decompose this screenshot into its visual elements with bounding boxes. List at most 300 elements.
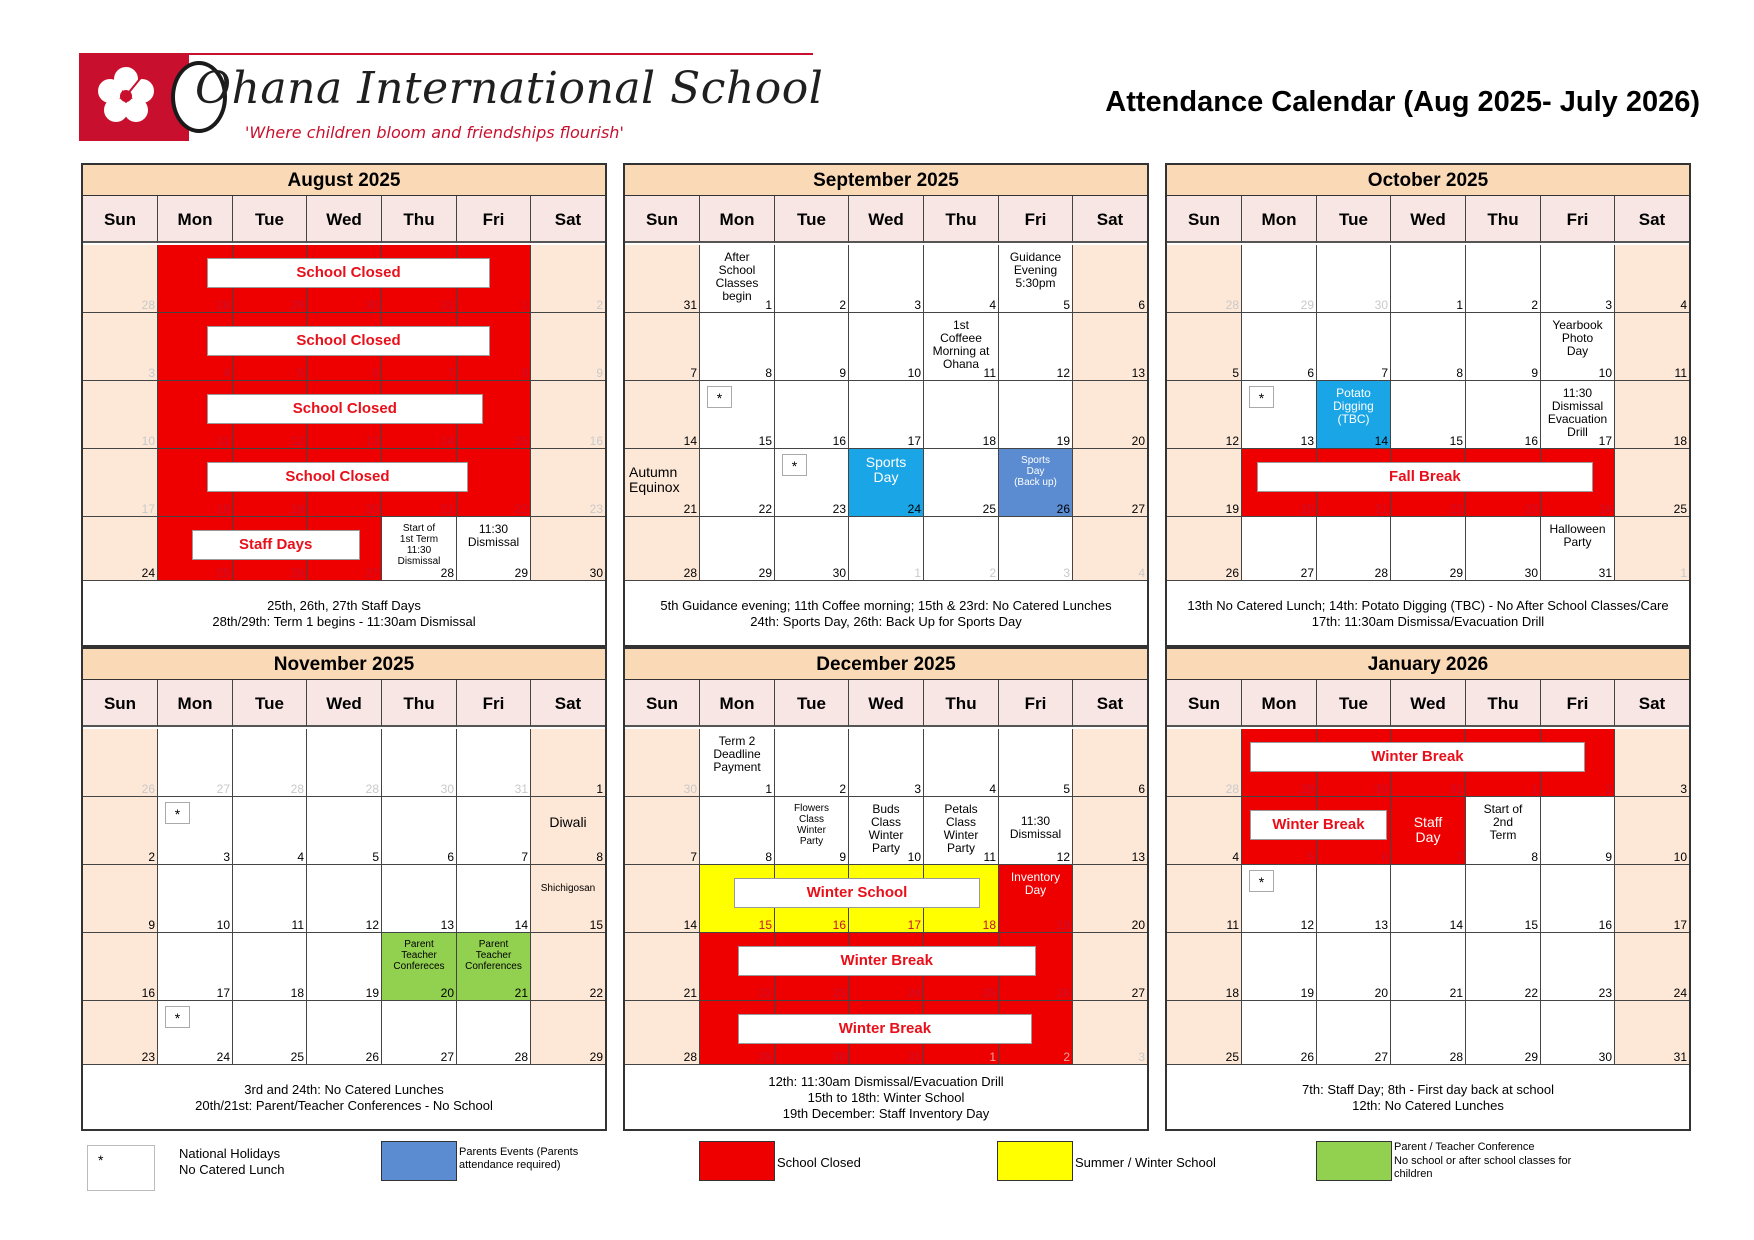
- day-cell[interactable]: [1391, 245, 1466, 313]
- day-cell[interactable]: [1073, 449, 1147, 517]
- day-cell[interactable]: [531, 729, 605, 797]
- day-number: 1: [989, 1050, 996, 1064]
- day-cell[interactable]: [1615, 865, 1689, 933]
- day-number: 10: [1598, 366, 1612, 380]
- day-cell[interactable]: [1317, 313, 1391, 381]
- day-cell[interactable]: [1073, 1001, 1147, 1065]
- day-number: 5: [297, 366, 304, 380]
- day-number: 4: [1680, 298, 1687, 312]
- day-cell[interactable]: [1615, 933, 1689, 1001]
- day-cell[interactable]: [700, 313, 775, 381]
- day-cell[interactable]: [1317, 933, 1391, 1001]
- day-cell[interactable]: [83, 729, 158, 797]
- day-cell[interactable]: [1167, 933, 1242, 1001]
- day-cell[interactable]: [1615, 245, 1689, 313]
- legend-no-catered: No Catered Lunch: [179, 1162, 285, 1177]
- day-number: 30: [440, 782, 454, 796]
- day-event: Potato Digging (TBC): [1333, 386, 1374, 426]
- weekday-header: Wed: [849, 680, 924, 727]
- day-cell[interactable]: [307, 865, 382, 933]
- weekday-header: Sat: [531, 680, 605, 727]
- day-number: 20: [1374, 986, 1388, 1000]
- day-number: 28: [1449, 1050, 1463, 1064]
- day-number: 6: [1381, 850, 1388, 864]
- day-cell[interactable]: [1615, 1001, 1689, 1065]
- day-cell[interactable]: [531, 313, 605, 381]
- period-banner: Winter Break: [1250, 742, 1586, 772]
- day-cell[interactable]: [999, 449, 1073, 517]
- period-banner: Winter Break: [738, 946, 1037, 976]
- day-number: 11: [1226, 918, 1239, 932]
- day-cell[interactable]: [83, 865, 158, 933]
- day-cell[interactable]: [1466, 865, 1541, 933]
- day-number: 22: [758, 986, 772, 1000]
- day-cell[interactable]: [83, 381, 158, 449]
- day-cell[interactable]: [775, 729, 849, 797]
- day-event: Guidance Evening 5:30pm: [1009, 250, 1062, 290]
- day-number: 30: [683, 782, 697, 796]
- day-cell[interactable]: [1317, 1001, 1391, 1065]
- day-number: 26: [1056, 986, 1070, 1000]
- month-notes: [83, 1067, 605, 1129]
- day-cell[interactable]: [1541, 381, 1615, 449]
- day-cell[interactable]: [1167, 517, 1242, 581]
- day-number: 15: [1449, 434, 1463, 448]
- month-title: September 2025: [625, 165, 1147, 196]
- day-number: 29: [589, 1050, 603, 1064]
- day-number: 24: [141, 566, 155, 580]
- day-cell[interactable]: [1073, 245, 1147, 313]
- day-cell[interactable]: [457, 517, 531, 581]
- day-cell[interactable]: [1073, 381, 1147, 449]
- weekday-header: Sun: [1167, 680, 1242, 727]
- day-cell[interactable]: [700, 729, 775, 797]
- day-number: 15: [589, 918, 603, 932]
- day-number: 17: [1598, 434, 1612, 448]
- day-cell[interactable]: [233, 797, 307, 865]
- day-number: 28: [290, 782, 304, 796]
- day-event: Petals Class Winter Party: [943, 802, 979, 855]
- weekday-header: Thu: [924, 196, 999, 243]
- day-cell[interactable]: [849, 729, 924, 797]
- day-cell[interactable]: [1615, 797, 1689, 865]
- day-cell[interactable]: [1541, 865, 1615, 933]
- day-cell[interactable]: [1167, 313, 1242, 381]
- day-cell[interactable]: [924, 797, 999, 865]
- day-number: 27: [1300, 566, 1314, 580]
- day-cell[interactable]: [307, 729, 382, 797]
- month-title: October 2025: [1167, 165, 1689, 196]
- day-cell[interactable]: [999, 729, 1073, 797]
- day-number: 4: [1138, 566, 1145, 580]
- day-cell[interactable]: [625, 797, 700, 865]
- day-cell[interactable]: [1541, 1001, 1615, 1065]
- day-cell[interactable]: [775, 245, 849, 313]
- day-cell[interactable]: [307, 933, 382, 1001]
- day-cell[interactable]: [999, 245, 1073, 313]
- day-cell[interactable]: [1391, 313, 1466, 381]
- day-number: 30: [1374, 298, 1388, 312]
- day-cell[interactable]: [775, 797, 849, 865]
- day-number: 9: [839, 366, 846, 380]
- day-cell[interactable]: [924, 245, 999, 313]
- day-event: Shichigosan: [540, 883, 596, 894]
- day-cell[interactable]: [158, 933, 233, 1001]
- day-number: 7: [1381, 366, 1388, 380]
- day-cell[interactable]: [1391, 933, 1466, 1001]
- day-cell[interactable]: [307, 797, 382, 865]
- day-number: 16: [832, 434, 846, 448]
- school-name: Ohana International School: [195, 63, 824, 114]
- day-event: Start of 2nd Term: [1483, 802, 1523, 842]
- day-cell[interactable]: [233, 865, 307, 933]
- day-cell[interactable]: [1073, 729, 1147, 797]
- day-number: 14: [683, 434, 697, 448]
- day-number: 3: [914, 782, 921, 796]
- day-number: 14: [440, 434, 454, 448]
- day-number: 27: [440, 1050, 454, 1064]
- day-cell[interactable]: [700, 245, 775, 313]
- day-number: 19: [1300, 986, 1314, 1000]
- legend-parents-events-swatch: [381, 1141, 457, 1181]
- day-cell[interactable]: [924, 313, 999, 381]
- day-number: 21: [1374, 502, 1388, 516]
- day-number: 13: [1131, 850, 1145, 864]
- day-cell[interactable]: [158, 865, 233, 933]
- day-event: Flowers Class Winter Party: [793, 803, 829, 847]
- weekday-header: Thu: [382, 196, 457, 243]
- day-cell[interactable]: [999, 313, 1073, 381]
- day-cell[interactable]: [158, 729, 233, 797]
- day-cell[interactable]: [457, 1001, 531, 1065]
- day-number: 26: [1225, 566, 1239, 580]
- no-catered-star: *: [782, 454, 807, 476]
- day-number: 31: [683, 298, 697, 312]
- day-cell[interactable]: [1541, 245, 1615, 313]
- day-cell[interactable]: [1242, 313, 1317, 381]
- month-note-line: 24th: Sports Day, 26th: Back Up for Sports Day: [750, 614, 1022, 629]
- day-cell[interactable]: [625, 245, 700, 313]
- period-banner: Winter School: [734, 878, 981, 908]
- day-cell[interactable]: [849, 313, 924, 381]
- day-number: 9: [1531, 366, 1538, 380]
- day-cell[interactable]: [999, 797, 1073, 865]
- day-number: 29: [1524, 1050, 1538, 1064]
- day-number: 19: [1056, 434, 1070, 448]
- day-cell[interactable]: [999, 517, 1073, 581]
- day-cell[interactable]: [625, 1001, 700, 1065]
- day-cell[interactable]: [625, 933, 700, 1001]
- day-cell[interactable]: [531, 865, 605, 933]
- day-number: 2: [839, 298, 846, 312]
- day-cell[interactable]: [382, 797, 457, 865]
- day-number: 16: [589, 434, 603, 448]
- day-number: 18: [1225, 986, 1239, 1000]
- day-number: 16: [832, 918, 846, 932]
- day-cell[interactable]: [700, 517, 775, 581]
- month-panel: [1165, 647, 1691, 1131]
- day-cell[interactable]: [625, 381, 700, 449]
- day-cell[interactable]: [83, 1001, 158, 1065]
- day-cell[interactable]: [1466, 313, 1541, 381]
- day-cell[interactable]: [382, 933, 457, 1001]
- day-cell[interactable]: [1466, 245, 1541, 313]
- day-cell[interactable]: [1317, 381, 1391, 449]
- weekday-header: Fri: [457, 680, 531, 727]
- day-number: 18: [290, 986, 304, 1000]
- day-number: 22: [514, 502, 528, 516]
- day-number: 1: [521, 298, 528, 312]
- day-cell[interactable]: [457, 797, 531, 865]
- day-cell[interactable]: [1615, 517, 1689, 581]
- weekday-header: Mon: [700, 680, 775, 727]
- weekday-header: Thu: [1466, 680, 1541, 727]
- weekday-header: Mon: [700, 196, 775, 243]
- day-cell[interactable]: [1167, 865, 1242, 933]
- day-cell[interactable]: [999, 865, 1073, 933]
- day-cell[interactable]: [625, 313, 700, 381]
- day-number: 7: [1456, 850, 1463, 864]
- day-cell[interactable]: [1073, 933, 1147, 1001]
- period-banner: Fall Break: [1257, 462, 1593, 492]
- day-cell[interactable]: [1391, 517, 1466, 581]
- day-cell[interactable]: [1541, 517, 1615, 581]
- day-cell[interactable]: [1073, 865, 1147, 933]
- day-number: 30: [1524, 566, 1538, 580]
- day-number: 25: [1673, 502, 1687, 516]
- day-number: 28: [141, 298, 155, 312]
- day-number: 8: [1456, 366, 1463, 380]
- weekday-header: Tue: [233, 680, 307, 727]
- day-cell[interactable]: [1073, 517, 1147, 581]
- day-number: 24: [907, 502, 921, 516]
- day-number: 2: [1531, 298, 1538, 312]
- day-cell[interactable]: [83, 245, 158, 313]
- day-cell[interactable]: [1466, 1001, 1541, 1065]
- day-cell[interactable]: [83, 313, 158, 381]
- day-number: 31: [1673, 1050, 1687, 1064]
- day-cell[interactable]: [924, 517, 999, 581]
- day-cell[interactable]: [775, 381, 849, 449]
- day-number: 1: [596, 782, 603, 796]
- month-note-line: 15th to 18th: Winter School: [807, 1090, 965, 1105]
- month-notes: [83, 583, 605, 645]
- legend-ptc-desc: No school or after school classes for children: [1394, 1155, 1572, 1180]
- day-cell[interactable]: [457, 729, 531, 797]
- day-cell[interactable]: [924, 449, 999, 517]
- day-cell[interactable]: [999, 381, 1073, 449]
- day-number: 23: [832, 502, 846, 516]
- day-cell[interactable]: [83, 797, 158, 865]
- day-number: 13: [1131, 366, 1145, 380]
- day-cell[interactable]: [457, 933, 531, 1001]
- day-number: 23: [589, 502, 603, 516]
- day-number: 3: [223, 850, 230, 864]
- day-number: 6: [1138, 298, 1145, 312]
- day-cell[interactable]: [457, 449, 531, 517]
- day-cell[interactable]: [1391, 1001, 1466, 1065]
- day-cell[interactable]: [625, 449, 700, 517]
- day-number: 11: [983, 850, 996, 864]
- day-number: 8: [1531, 850, 1538, 864]
- day-cell[interactable]: [531, 1001, 605, 1065]
- month-title: January 2026: [1167, 649, 1689, 680]
- day-cell[interactable]: [531, 381, 605, 449]
- weekday-header: Fri: [999, 680, 1073, 727]
- day-cell[interactable]: [83, 517, 158, 581]
- day-number: 12: [1056, 366, 1070, 380]
- day-number: 31: [1598, 566, 1612, 580]
- legend-parents-events: Parents Events (Parents attendance required): [459, 1146, 579, 1171]
- day-cell[interactable]: [531, 517, 605, 581]
- day-cell[interactable]: [1466, 797, 1541, 865]
- day-cell[interactable]: [1073, 313, 1147, 381]
- day-number: 29: [758, 566, 772, 580]
- day-event: Yearbook Photo Day: [1552, 318, 1603, 358]
- day-cell[interactable]: [531, 933, 605, 1001]
- day-cell[interactable]: [457, 865, 531, 933]
- legend-national-holidays: National Holidays: [179, 1146, 281, 1161]
- day-cell[interactable]: [1615, 313, 1689, 381]
- month-panel: [1165, 163, 1691, 647]
- day-cell[interactable]: [1541, 933, 1615, 1001]
- day-cell[interactable]: [382, 729, 457, 797]
- day-cell[interactable]: [1242, 933, 1317, 1001]
- day-number: 2: [839, 782, 846, 796]
- month-note-line: 12th: No Catered Lunches: [1352, 1098, 1504, 1113]
- weekday-header: Sat: [1615, 196, 1689, 243]
- day-number: 29: [1300, 298, 1314, 312]
- day-cell[interactable]: [233, 729, 307, 797]
- day-cell[interactable]: [700, 797, 775, 865]
- day-number: 27: [1131, 502, 1145, 516]
- day-cell[interactable]: [625, 517, 700, 581]
- day-cell[interactable]: [849, 381, 924, 449]
- day-cell[interactable]: [775, 517, 849, 581]
- day-cell[interactable]: [531, 797, 605, 865]
- day-number: 23: [1524, 502, 1538, 516]
- day-cell[interactable]: [1466, 517, 1541, 581]
- day-number: 10: [216, 918, 230, 932]
- day-number: 29: [1449, 566, 1463, 580]
- day-cell[interactable]: [924, 729, 999, 797]
- day-number: 13: [1300, 434, 1314, 448]
- day-cell[interactable]: [849, 797, 924, 865]
- day-cell[interactable]: [924, 381, 999, 449]
- day-cell[interactable]: [625, 729, 700, 797]
- day-cell[interactable]: [307, 1001, 382, 1065]
- day-cell[interactable]: [1167, 797, 1242, 865]
- day-cell[interactable]: [1317, 245, 1391, 313]
- day-cell[interactable]: [1242, 1001, 1317, 1065]
- day-cell[interactable]: [233, 933, 307, 1001]
- day-cell[interactable]: [1317, 865, 1391, 933]
- day-cell[interactable]: [700, 449, 775, 517]
- weekday-header: Fri: [1541, 196, 1615, 243]
- day-cell[interactable]: [1391, 865, 1466, 933]
- day-number: 27: [1131, 986, 1145, 1000]
- day-number: 31: [440, 298, 454, 312]
- day-number: 21: [683, 502, 697, 516]
- weekday-header: Fri: [1541, 680, 1615, 727]
- day-number: 25: [982, 502, 996, 516]
- period-banner: School Closed: [207, 394, 483, 424]
- month-note-line: 28th/29th: Term 1 begins - 11:30am Dismissal: [212, 614, 476, 629]
- day-cell[interactable]: [1242, 517, 1317, 581]
- day-cell[interactable]: [531, 449, 605, 517]
- weekday-header: Tue: [1317, 680, 1391, 727]
- month-panel: [81, 647, 607, 1131]
- day-cell[interactable]: [382, 1001, 457, 1065]
- day-cell[interactable]: [1167, 381, 1242, 449]
- month-note-line: 17th: 11:30am Dismissa/Evacuation Drill: [1311, 614, 1545, 629]
- hibiscus-icon: [93, 63, 159, 129]
- day-cell[interactable]: [1615, 381, 1689, 449]
- day-cell[interactable]: [1167, 245, 1242, 313]
- day-cell[interactable]: [1615, 729, 1689, 797]
- day-cell[interactable]: [83, 933, 158, 1001]
- legend-summer-winter: Summer / Winter School: [1075, 1155, 1216, 1170]
- day-number: 19: [365, 986, 379, 1000]
- month-note-line: 19th December: Staff Inventory Day: [782, 1106, 990, 1121]
- no-catered-star: *: [707, 386, 732, 408]
- day-cell[interactable]: [1073, 797, 1147, 865]
- day-number: 12: [365, 918, 379, 932]
- day-cell[interactable]: [1317, 517, 1391, 581]
- day-number: 5: [1307, 850, 1314, 864]
- day-cell[interactable]: [233, 1001, 307, 1065]
- day-number: 25: [982, 986, 996, 1000]
- day-number: 10: [141, 434, 155, 448]
- day-number: 1: [1531, 782, 1538, 796]
- day-number: 30: [1598, 1050, 1612, 1064]
- day-cell[interactable]: [1167, 1001, 1242, 1065]
- day-cell[interactable]: [1615, 449, 1689, 517]
- day-cell[interactable]: [1391, 797, 1466, 865]
- day-event: Sports Day (Back up): [1014, 455, 1057, 488]
- day-cell[interactable]: [1541, 797, 1615, 865]
- day-event: Parent Teacher Conferences: [465, 939, 522, 972]
- day-cell[interactable]: [849, 245, 924, 313]
- day-cell[interactable]: [531, 245, 605, 313]
- day-event: Staff Day: [1413, 814, 1443, 845]
- day-cell[interactable]: [83, 449, 158, 517]
- day-cell[interactable]: [1466, 933, 1541, 1001]
- month-title: November 2025: [83, 649, 605, 680]
- period-banner: School Closed: [207, 258, 491, 288]
- day-cell[interactable]: [625, 865, 700, 933]
- day-number: 26: [1056, 502, 1070, 516]
- day-number: 12: [1225, 434, 1239, 448]
- day-cell[interactable]: [1242, 245, 1317, 313]
- day-cell[interactable]: [849, 449, 924, 517]
- day-cell[interactable]: [1167, 729, 1242, 797]
- day-cell[interactable]: [1466, 381, 1541, 449]
- day-cell[interactable]: [1167, 449, 1242, 517]
- day-number: 20: [365, 502, 379, 516]
- day-number: 24: [216, 1050, 230, 1064]
- day-cell[interactable]: [382, 517, 457, 581]
- day-number: 6: [447, 850, 454, 864]
- day-cell[interactable]: [1391, 381, 1466, 449]
- day-cell[interactable]: [1541, 313, 1615, 381]
- day-cell[interactable]: [775, 313, 849, 381]
- day-cell[interactable]: [382, 865, 457, 933]
- weekday-header: Wed: [1391, 680, 1466, 727]
- month-note-line: 7th: Staff Day; 8th - First day back at school: [1302, 1082, 1554, 1097]
- day-cell[interactable]: [849, 517, 924, 581]
- day-number: 21: [1449, 986, 1463, 1000]
